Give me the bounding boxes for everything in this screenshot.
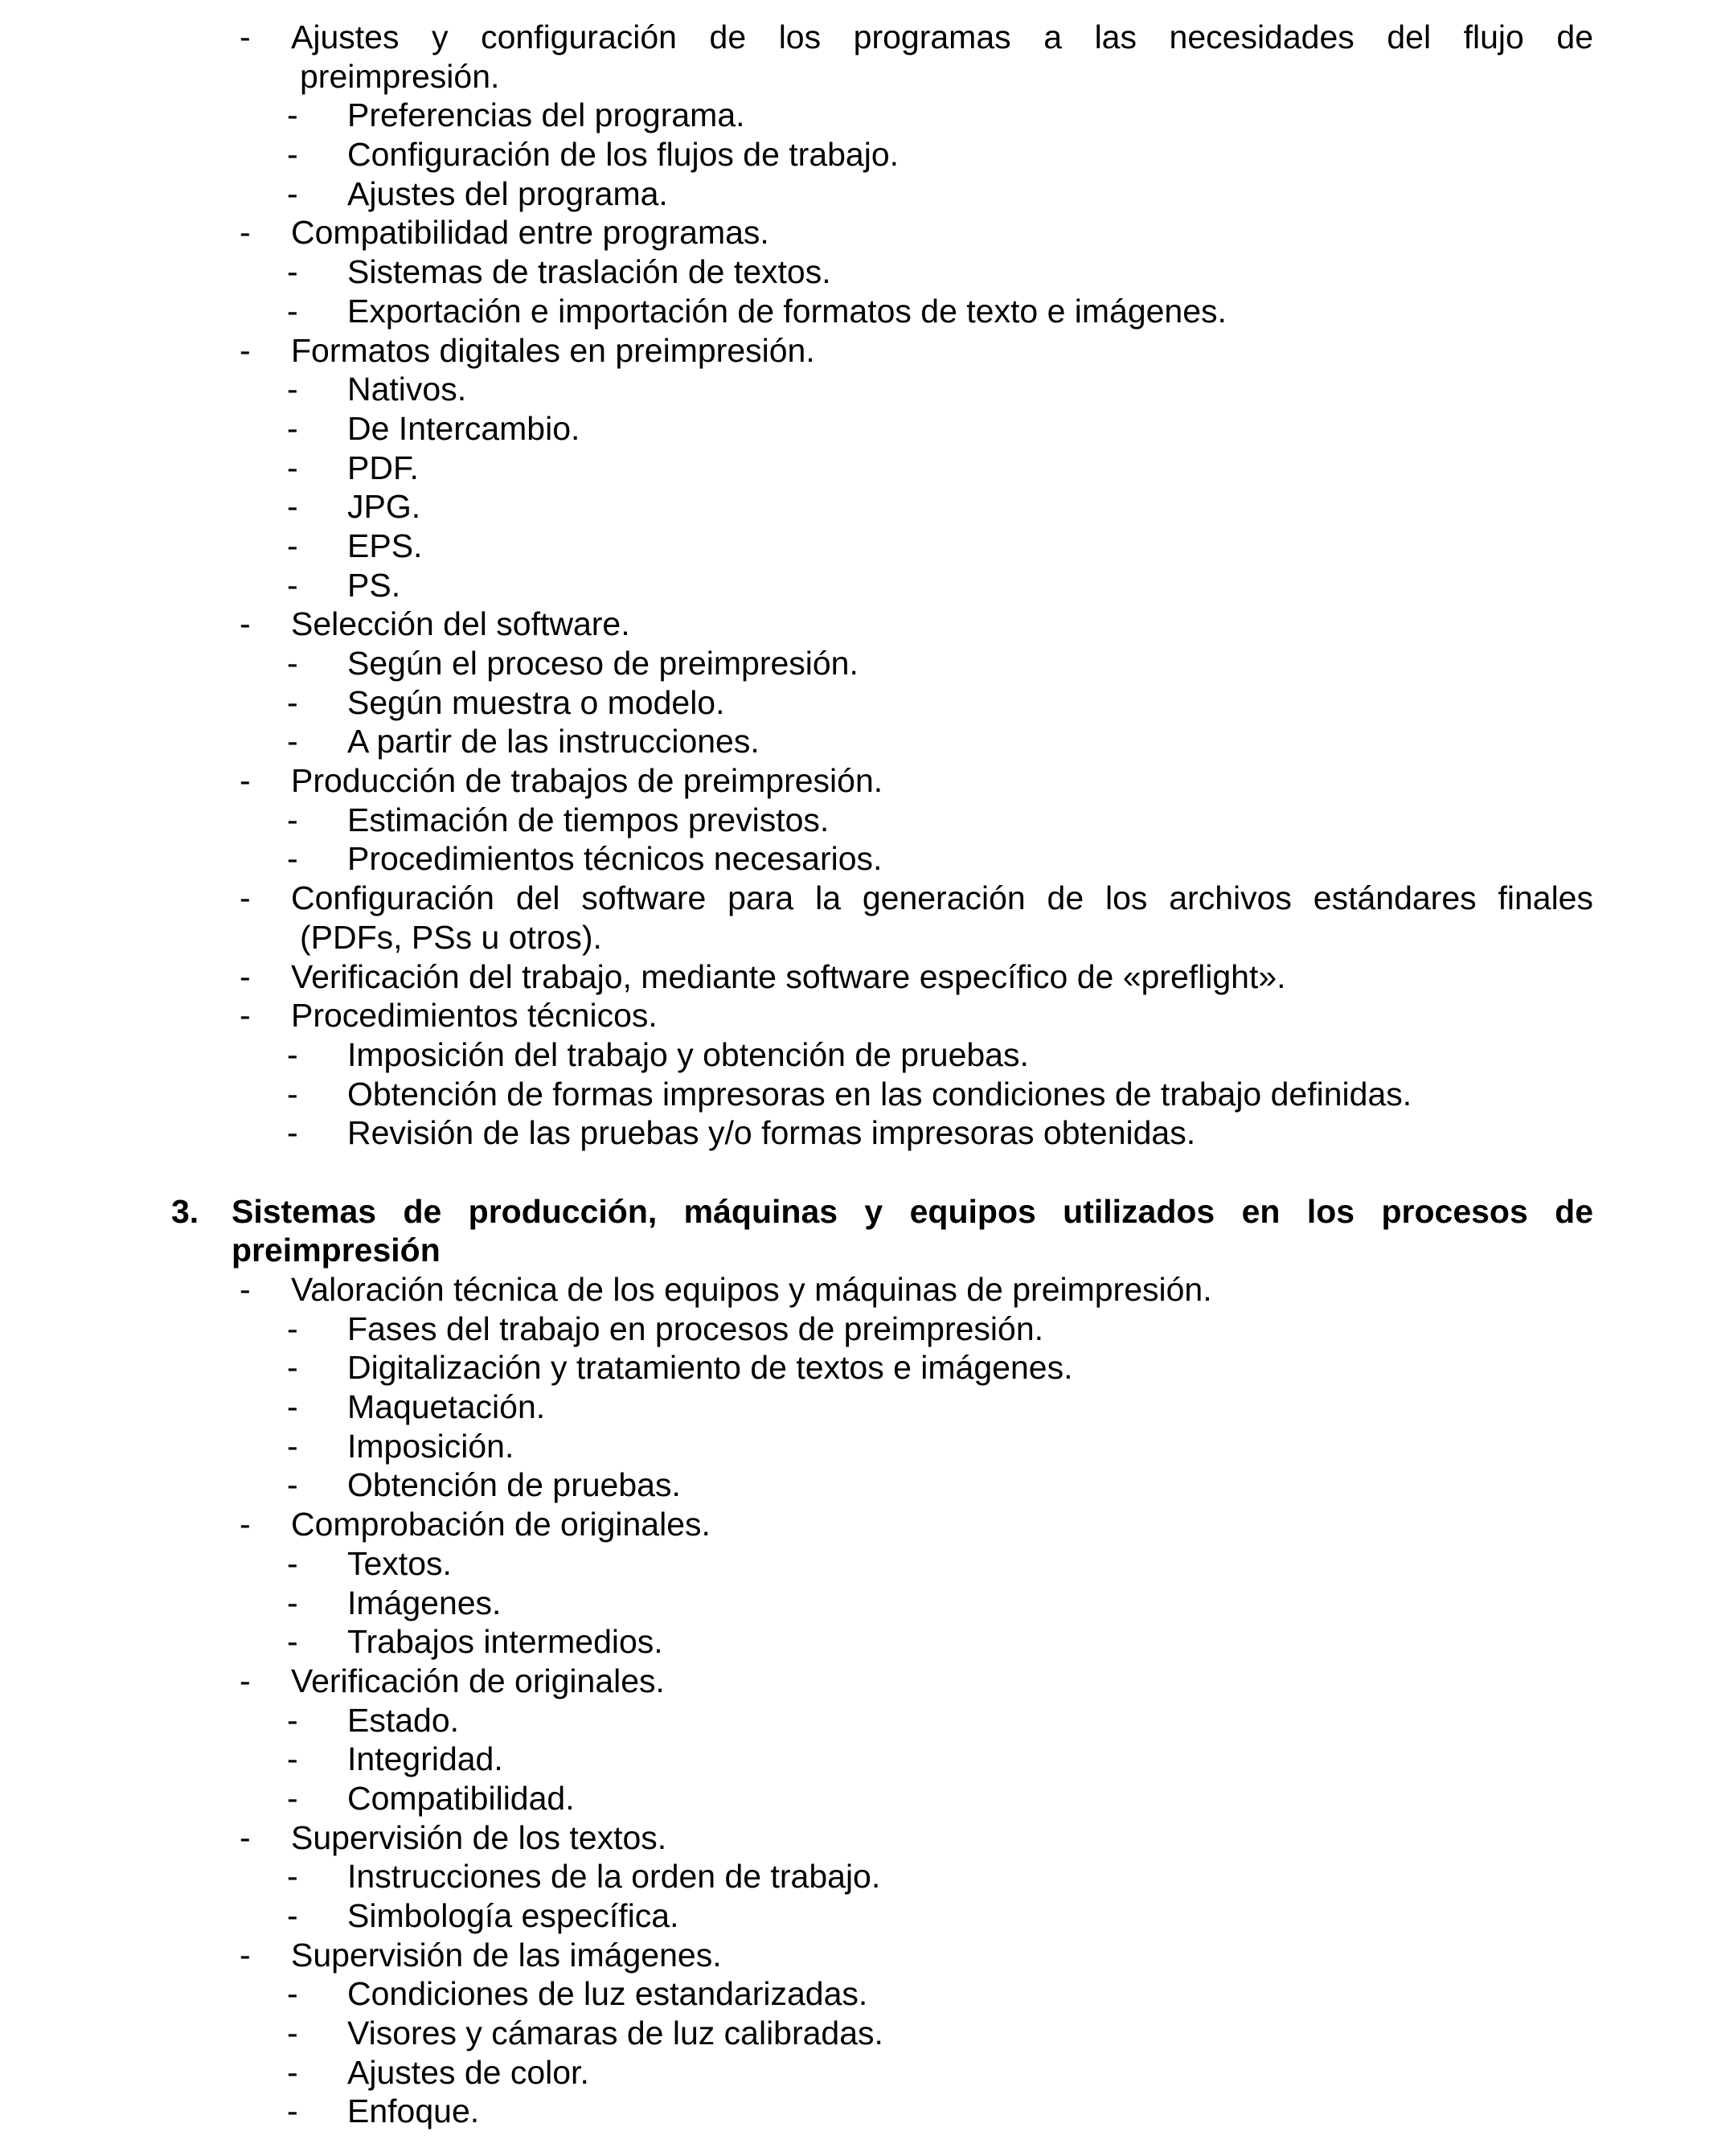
list-item-level-1 — [0, 213, 1709, 252]
list-item-level-2 — [0, 292, 1709, 331]
list-item-level-1 — [0, 18, 1709, 57]
list-item-text: Integridad. — [347, 1740, 503, 1778]
list-item-text: Imposición del trabajo y obtención de pruebas. — [347, 1035, 1029, 1073]
list-item-text: Verificación de originales. — [291, 1662, 665, 1699]
bullet-dash: - — [287, 645, 298, 682]
list-item-level-1 — [0, 761, 1709, 801]
list-item-level-2 — [0, 96, 1709, 135]
bullet-dash: - — [240, 997, 251, 1035]
list-item-level-2 — [0, 1427, 1709, 1466]
list-item-level-2 — [0, 566, 1709, 605]
list-item-continuation — [0, 918, 1709, 957]
list-item-level-2 — [0, 174, 1709, 214]
bullet-dash: - — [287, 1544, 298, 1582]
bullet-dash: - — [287, 449, 298, 486]
list-item-text: Textos. — [347, 1544, 452, 1582]
list-item-level-2 — [0, 1348, 1709, 1387]
bullet-dash: - — [287, 1623, 298, 1661]
list-item-level-2 — [0, 1896, 1709, 1936]
bullet-dash: - — [287, 1388, 298, 1426]
bullet-dash: - — [287, 2015, 298, 2052]
bullet-dash: - — [287, 1740, 298, 1778]
list-item-level-2 — [0, 1465, 1709, 1505]
bullet-dash: - — [240, 214, 251, 252]
bullet-dash: - — [287, 96, 298, 134]
bullet-dash: - — [240, 605, 251, 643]
list-item-text: Imposición. — [347, 1427, 514, 1465]
list-item-level-2 — [0, 722, 1709, 761]
bullet-dash: - — [287, 488, 298, 526]
list-item-text: Enfoque. — [347, 2092, 480, 2130]
bullet-dash: - — [287, 1035, 298, 1073]
list-item-text: Instrucciones de la orden de trabajo. — [347, 1858, 881, 1896]
list-item-level-2 — [0, 2053, 1709, 2092]
bullet-dash: - — [240, 1506, 251, 1543]
list-item-level-2 — [0, 644, 1709, 683]
list-item-text: EPS. — [347, 527, 423, 564]
list-item-text: Compatibilidad entre programas. — [291, 214, 769, 252]
bullet-dash: - — [240, 18, 251, 55]
list-item-text: Compatibilidad. — [347, 1779, 575, 1817]
section-spacer — [0, 1153, 1709, 1192]
bullet-dash: - — [240, 1662, 251, 1699]
list-item-text: Comprobación de originales. — [291, 1506, 711, 1543]
list-item-text: Producción de trabajos de preimpresión. — [291, 762, 883, 800]
list-item-text: PDF. — [347, 449, 419, 486]
bullet-dash: - — [287, 1858, 298, 1896]
list-item-level-2 — [0, 1740, 1709, 1779]
list-item-text: Visores y cámaras de luz calibradas. — [347, 2015, 883, 2052]
list-item-level-2 — [0, 1310, 1709, 1349]
bullet-dash: - — [287, 840, 298, 878]
list-item-level-2 — [0, 1701, 1709, 1740]
bullet-dash: - — [287, 1349, 298, 1387]
list-item-text: Revisión de las pruebas y/o formas impresoras obtenidas. — [347, 1114, 1196, 1152]
list-item-level-2 — [0, 2092, 1709, 2131]
list-item-text: Preferencias del programa. — [347, 96, 745, 134]
bullet-dash: - — [240, 762, 251, 800]
bullet-dash: - — [240, 879, 251, 917]
bullet-dash: - — [287, 683, 298, 721]
list-item-level-1 — [0, 1936, 1709, 1975]
list-item-level-2 — [0, 683, 1709, 723]
list-item-text: Obtención de pruebas. — [347, 1466, 681, 1504]
bullet-dash: - — [287, 409, 298, 447]
list-item-text: Simbología específica. — [347, 1897, 679, 1934]
list-item-level-2 — [0, 252, 1709, 292]
bullet-dash: - — [287, 174, 298, 212]
list-item-text: Imágenes. — [347, 1584, 502, 1621]
list-item-level-2 — [0, 487, 1709, 527]
section-heading-line-1 — [0, 1192, 1709, 1232]
list-item-text: Verificación del trabajo, mediante software específico de «preflight». — [291, 957, 1286, 995]
bullet-dash: - — [287, 136, 298, 174]
list-item-level-1 — [0, 605, 1709, 644]
list-item-level-2 — [0, 1622, 1709, 1662]
list-item-level-1 — [0, 957, 1709, 997]
bullet-dash: - — [287, 1114, 298, 1152]
list-item-text: Estado. — [347, 1701, 460, 1739]
section-heading-line-2 — [0, 1231, 1709, 1270]
bullet-dash: - — [240, 1936, 251, 1974]
list-item-level-2 — [0, 135, 1709, 174]
list-item-level-2 — [0, 1387, 1709, 1427]
list-item-text: Procedimientos técnicos. — [291, 997, 658, 1035]
list-item-level-1 — [0, 1505, 1709, 1544]
bullet-dash: - — [287, 1975, 298, 2013]
list-item-text: De Intercambio. — [347, 409, 580, 447]
bullet-dash: - — [287, 371, 298, 408]
bullet-dash: - — [287, 723, 298, 760]
section-title: Sistemas de producción, máquinas y equipos utilizados en los procesos de — [232, 1192, 1593, 1230]
list-item-text: Supervisión de los textos. — [291, 1818, 667, 1856]
bullet-dash: - — [287, 1427, 298, 1465]
bullet-dash: - — [240, 957, 251, 995]
list-item-level-2 — [0, 801, 1709, 840]
list-item-text: Obtención de formas impresoras en las condiciones de trabajo definidas. — [347, 1075, 1412, 1113]
list-item-text: A partir de las instrucciones. — [347, 723, 760, 760]
list-item-text: Digitalización y tratamiento de textos e imágenes. — [347, 1349, 1073, 1387]
bullet-dash: - — [287, 527, 298, 564]
content-list-block-2 — [0, 1270, 1709, 2131]
list-item-level-2 — [0, 1779, 1709, 1818]
list-item-level-2 — [0, 527, 1709, 566]
document-page — [0, 18, 1709, 2131]
list-item-text: JPG. — [347, 488, 421, 526]
list-item-text: Supervisión de las imágenes. — [291, 1936, 722, 1974]
list-item-level-2 — [0, 409, 1709, 449]
list-item-text: Estimación de tiempos previstos. — [347, 801, 830, 838]
bullet-dash: - — [287, 1779, 298, 1817]
bullet-dash: - — [287, 1466, 298, 1504]
list-item-level-2 — [0, 1857, 1709, 1896]
list-item-level-2 — [0, 839, 1709, 879]
list-item-level-1 — [0, 879, 1709, 918]
list-item-level-1 — [0, 1662, 1709, 1701]
list-item-level-1 — [0, 1270, 1709, 1310]
list-item-text: Fases del trabajo en procesos de preimpresión. — [347, 1310, 1044, 1347]
list-item-level-2 — [0, 1544, 1709, 1584]
list-item-level-1 — [0, 331, 1709, 371]
list-item-level-1 — [0, 1818, 1709, 1858]
bullet-dash: - — [287, 1584, 298, 1621]
bullet-dash: - — [240, 1818, 251, 1856]
list-item-text: Según muestra o modelo. — [347, 683, 725, 721]
list-item-level-2 — [0, 370, 1709, 409]
list-item-level-2 — [0, 1113, 1709, 1153]
list-item-text: Selección del software. — [291, 605, 630, 643]
content-list-block-1 — [0, 18, 1709, 1153]
list-item-text: Maquetación. — [347, 1388, 546, 1426]
list-item-text: (PDFs, PSs u otros). — [300, 918, 602, 956]
bullet-dash: - — [287, 1075, 298, 1113]
bullet-dash: - — [287, 253, 298, 291]
bullet-dash: - — [287, 1701, 298, 1739]
list-item-text: Ajustes del programa. — [347, 174, 668, 212]
list-item-text: Sistemas de traslación de textos. — [347, 253, 831, 291]
bullet-dash: - — [287, 1310, 298, 1347]
list-item-text: Trabajos intermedios. — [347, 1623, 663, 1661]
list-item-text: Exportación e importación de formatos de texto e imágenes. — [347, 292, 1227, 330]
list-item-text: Según el proceso de preimpresión. — [347, 645, 859, 682]
list-item-text: preimpresión. — [300, 57, 500, 95]
bullet-dash: - — [287, 2053, 298, 2091]
list-item-text: Valoración técnica de los equipos y máquinas de preimpresión. — [291, 1271, 1212, 1308]
section-number: 3. — [171, 1192, 199, 1230]
list-item-level-1 — [0, 996, 1709, 1035]
bullet-dash: - — [240, 331, 251, 369]
section-title-continuation: preimpresión — [232, 1232, 441, 1269]
list-item-level-2 — [0, 1035, 1709, 1075]
bullet-dash: - — [240, 1271, 251, 1308]
list-item-text: Configuración del software para la generación de los archivos estándares finales — [291, 879, 1593, 917]
list-item-level-2 — [0, 1075, 1709, 1114]
list-item-text: Ajustes y configuración de los programas a las necesidades del flujo de — [291, 18, 1593, 55]
list-item-continuation — [0, 57, 1709, 96]
list-item-text: Nativos. — [347, 371, 467, 408]
bullet-dash: - — [287, 1897, 298, 1934]
bullet-dash: - — [287, 566, 298, 604]
list-item-level-2 — [0, 1974, 1709, 2014]
list-item-text: Configuración de los flujos de trabajo. — [347, 136, 900, 174]
bullet-dash: - — [287, 2092, 298, 2130]
bullet-dash: - — [287, 801, 298, 838]
list-item-text: Formatos digitales en preimpresión. — [291, 331, 815, 369]
list-item-level-2 — [0, 449, 1709, 488]
list-item-text: Condiciones de luz estandarizadas. — [347, 1975, 868, 2013]
list-item-text: Ajustes de color. — [347, 2053, 589, 2091]
list-item-text: PS. — [347, 566, 401, 604]
list-item-level-2 — [0, 1584, 1709, 1623]
list-item-level-2 — [0, 2014, 1709, 2053]
list-item-text: Procedimientos técnicos necesarios. — [347, 840, 883, 878]
bullet-dash: - — [287, 292, 298, 330]
